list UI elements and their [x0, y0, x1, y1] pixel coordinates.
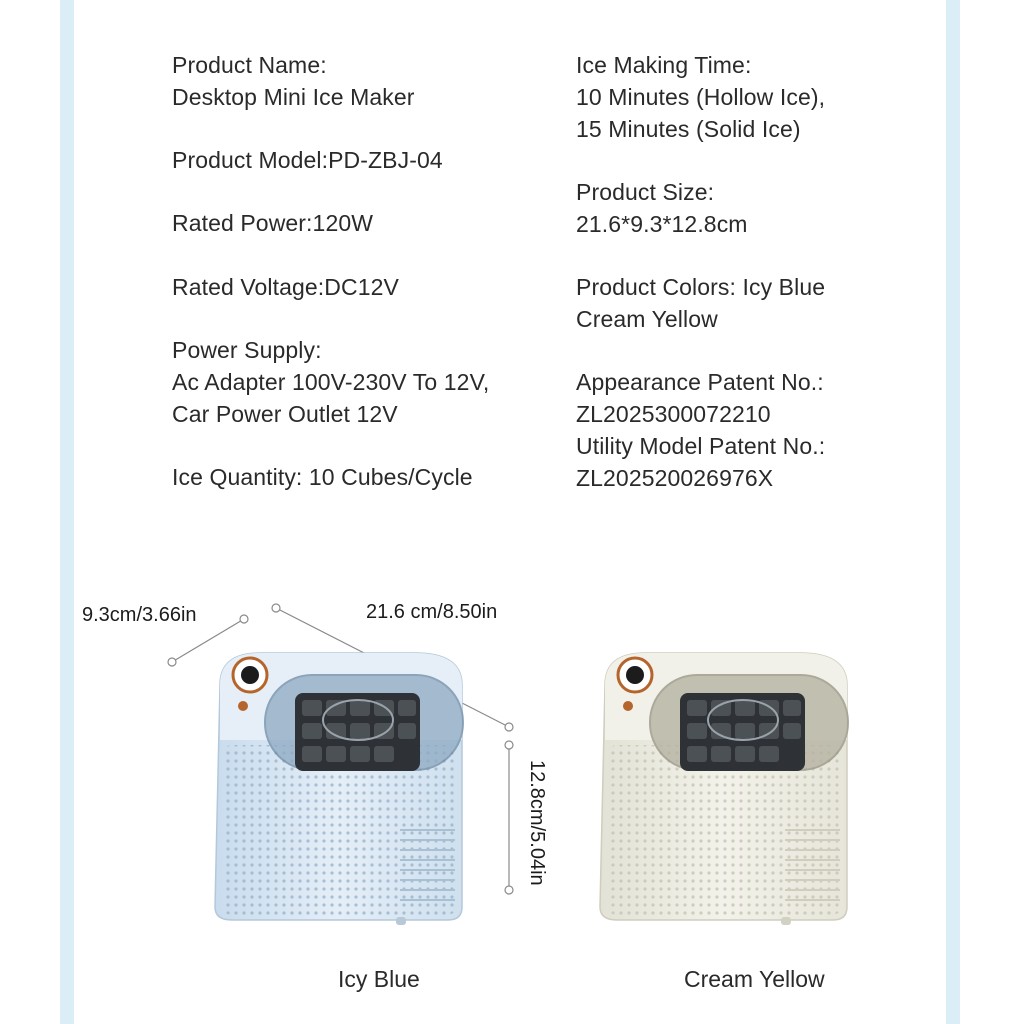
rated-voltage: Rated Voltage:DC12V [172, 274, 399, 300]
ice-maker-cream-yellow-image [585, 645, 860, 930]
power-supply-line2: Car Power Outlet 12V [172, 401, 398, 427]
product-model: Product Model:PD-ZBJ-04 [172, 147, 443, 173]
appearance-patent-label: Appearance Patent No.: [576, 369, 824, 395]
height-dimension: 12.8cm/5.04in [526, 760, 548, 886]
depth-dimension: 9.3cm/3.66in [82, 604, 197, 626]
size-value: 21.6*9.3*12.8cm [576, 211, 748, 237]
power-supply-label: Power Supply: [172, 337, 322, 363]
power-supply-line1: Ac Adapter 100V-230V To 12V, [172, 369, 490, 395]
product-name-label: Product Name: [172, 52, 327, 78]
colors-line2: Cream Yellow [576, 306, 718, 332]
ice-time-label: Ice Making Time: [576, 52, 752, 78]
ice-quantity: Ice Quantity: 10 Cubes/Cycle [172, 464, 473, 490]
size-label: Product Size: [576, 179, 715, 205]
ice-maker-icy-blue-image [200, 645, 475, 930]
utility-patent-value: ZL202520026976X [576, 465, 774, 491]
colors-line1: Product Colors: Icy Blue [576, 274, 826, 300]
caption-cream-yellow: Cream Yellow [684, 966, 825, 992]
caption-icy-blue: Icy Blue [338, 966, 420, 992]
rated-power: Rated Power:120W [172, 210, 374, 236]
width-dimension: 21.6 cm/8.50in [366, 601, 498, 623]
ice-time-line2: 15 Minutes (Solid Ice) [576, 116, 801, 142]
appearance-patent-value: ZL2025300072210 [576, 401, 771, 427]
ice-time-line1: 10 Minutes (Hollow Ice), [576, 84, 826, 110]
utility-patent-label: Utility Model Patent No.: [576, 433, 826, 459]
product-name-value: Desktop Mini Ice Maker [172, 84, 415, 110]
